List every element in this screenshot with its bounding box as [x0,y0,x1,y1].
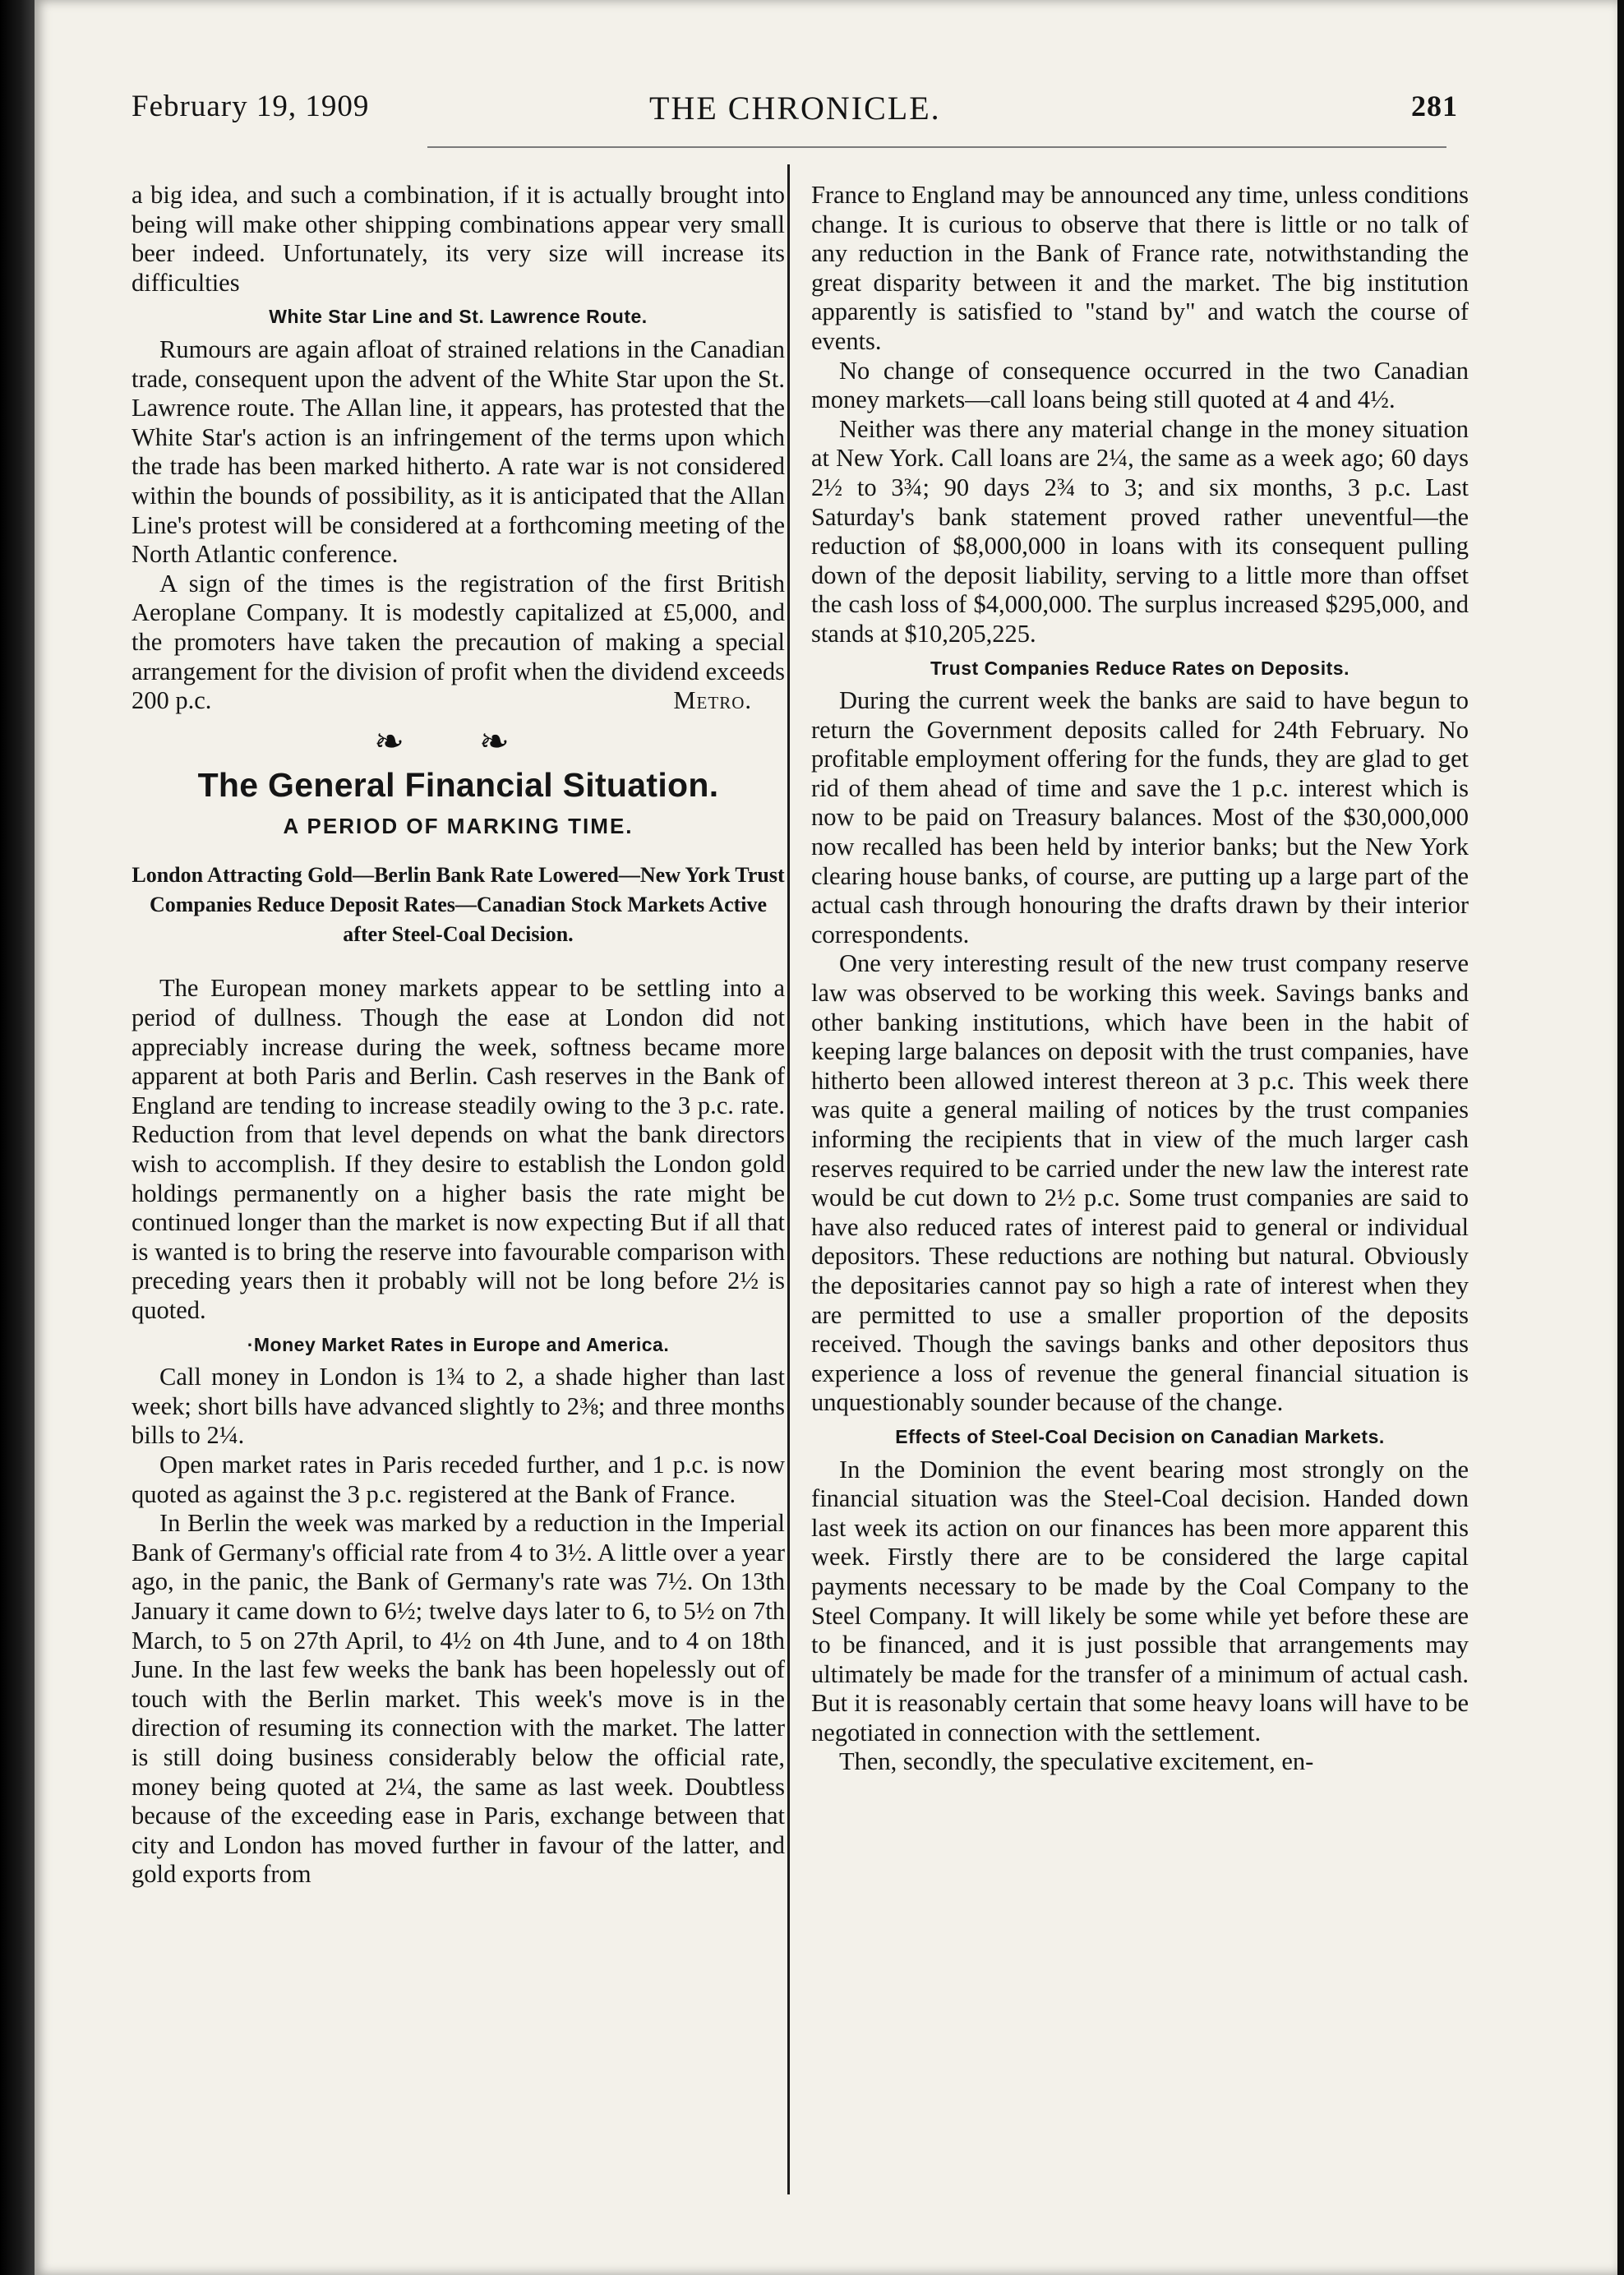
subheading-trust: Trust Companies Reduce Rates on Deposits. [930,657,1349,679]
paragraph-government-deposits: During the current week the banks are said to have begun to return the Government deposits called for 24th February. No profitable employment offering for the funds, they are glad to get rid of them ahead of time and save the 1 p.c. interest which is now to be paid on Treasury balances. Most of the $30,000,000 now recalled has been held by interior banks; but the New York clearing house banks, of course, are putting up a large part of the actual cash through honouring the drafts drawn by their interior correspondents. [811,686,1469,948]
ornament-divider: ❧ ❧ [374,721,542,762]
paragraph-intro: a big idea, and such a combination, if it is actually brought into being will make other shipping combinations appear very small beer indeed. Unfortunately, its very size will increase its difficulties [131,181,785,297]
left-column [131,181,785,1890]
article-deck: London Attracting Gold—Berlin Bank Rate Lowered—New York Trust Companies Reduce Deposit Rates—Canadian Stock Markets Active after Steel-Coal Decision. [131,863,785,947]
page-number: 281 [1411,90,1458,122]
column-rule [787,164,790,2194]
signature: Metro. [673,686,752,715]
binding-edge [0,0,35,2275]
paragraph-berlin: In Berlin the week was marked by a reduction in the Imperial Bank of Germany's official rate from 4 to 3½. A little over a year ago, in the panic, the Bank of Germany's rate was 7½. On 13th January it came down to 6½; twelve days later to 6, to 5½ on 7th March, to 5 on 27th April, to 4½ on 4th June, and to 4 on 18th June. In the last few weeks the bank has been hopelessly out of touch with the Berlin market. This week's move is in the direction of resuming its connection with the market. The latter is still doing business considerably below the official rate, money being quoted at 2¼, the same as last week. Doubtless because of the exceeding ease in Paris, exchange between that city and London has moved further in favour of the latter, and gold exports from [131,1509,785,1889]
subheading-white-star: White Star Line and St. Lawrence Route. [269,306,648,328]
paragraph-new-york: Neither was there any material change in the money situation at New York. Call loans are 2¼, the same as a week ago; 60 days 2½ to 3¾; 90 days 2¾ to 3; and six months, 3 p.c. Last Saturday's bank statement proved rather uneventful—the reduction of $8,000,000 in loans with its consequent pulling down of the deposit liability, serving to a little more than offset the cash loss of $4,000,000. The surplus increased $295,000, and stands at $10,205,225. [811,414,1469,648]
running-head-title: THE CHRONICLE. [649,90,941,127]
paragraph-canadian: No change of consequence occurred in the two Canadian money markets—call loans being still quoted at 4 and 4½. [811,356,1469,414]
paragraph-aeroplane: A sign of the times is the registration of the first British Aeroplane Company. It is modestly capitalized at £5,000, and the promoters have taken the precaution of making a special arrangement for the division of profit when the dividend exceeds 200 p.c. [131,569,785,715]
header-rule [427,146,1446,148]
paragraph-rumours: Rumours are again afloat of strained relations in the Canadian trade, consequent upon the advent of the White Star upon the St. Lawrence route. The Allan line, it appears, has protested that the White Star's action is an infringement of the terms upon which the trade has been marked hitherto. A rate war is not considered within the bounds of possibility, as it is anticipated that the Allan Line's protest will be considered at a forthcoming meeting of the North Atlantic conference. [131,335,785,569]
paragraph-secondly: Then, secondly, the speculative excitement, en- [839,1747,1314,1776]
paragraph-call-london: Call money in London is 1¾ to 2, a shade higher than last week; short bills have advanced slightly to 2⅜; and three months bills to 2¼. [131,1363,785,1450]
paragraph-paris: Open market rates in Paris receded further, and 1 p.c. is now quoted as against the 3 p.c. registered at the Bank of France. [131,1450,785,1508]
paragraph-france-continued: France to England may be announced any time, unless conditions change. It is curious to observe that there is little or no talk of any reduction in the Bank of France rate, notwithstanding the great disparity between it and the market. The big institution apparently is satisfied to "stand by" and watch the course of events. [811,181,1469,355]
subheading-steel-coal: Effects of Steel-Coal Decision on Canadian Markets. [895,1425,1385,1447]
paragraph-dominion: In the Dominion the event bearing most strongly on the financial situation was the Steel-Coal decision. Handed down last week its action on our finances has been more apparent this week. Firstly there are to be considered the large capital payments necessary to be made by the Coal Company to the Steel Company. It will likely be some while yet before these are to be financed, and it is just possible that arrangements may ultimately be made for the transfer of a minimum of actual cash. But it is reasonably certain that some heavy loans will have to be negotiated in connection with the settlement. [811,1455,1469,1747]
paragraph-trust-law: One very interesting result of the new trust company reserve law was observed to be working this week. Savings banks and other banking institutions, which have been in the habit of keeping large balances on deposit with the trust companies, have hitherto been allowed interest thereon at 3 p.c. This week there was quite a general mailing of notices by the trust companies informing the recipients that in view of the much larger cash reserves required to be carried under the new law the interest rate would be cut down to 2½ p.c. Some trust companies are said to have also reduced rates of interest paid to general or individual depositors. These reductions are nothing but natural. Obviously the depositaries cannot pay so high a rate of interest when they are permitted to use a smaller proportion of the deposits received. Though the savings banks and other depositors thus experience a loss of revenue the general financial situation is unquestionably sounder because of the change. [811,949,1469,1417]
right-column [811,181,1469,1777]
subheading-money-rates: ·Money Market Rates in Europe and America. [247,1333,670,1355]
running-head-date: February 19, 1909 [131,90,370,123]
article-subhead: A PERIOD OF MARKING TIME. [283,813,634,838]
article-headline: The General Financial Situation. [197,766,719,805]
paragraph-european: The European money markets appear to be settling into a period of dullness. Though the ease at London did not appreciably increase during the week, softness became more apparent at both Paris and Berlin. Cash reserves in the Bank of England are tending to increase steadily owing to the 3 p.c. rate. Reduction from that level depends on what the bank directors wish to accomplish. If they desire to establish the London gold holdings permanently on a higher basis the rate might be continued longer than the market is now expecting But if all that is wanted is to bring the reserve into favourable comparison with preceding years then it probably will not be long before 2½ is quoted. [131,974,785,1324]
